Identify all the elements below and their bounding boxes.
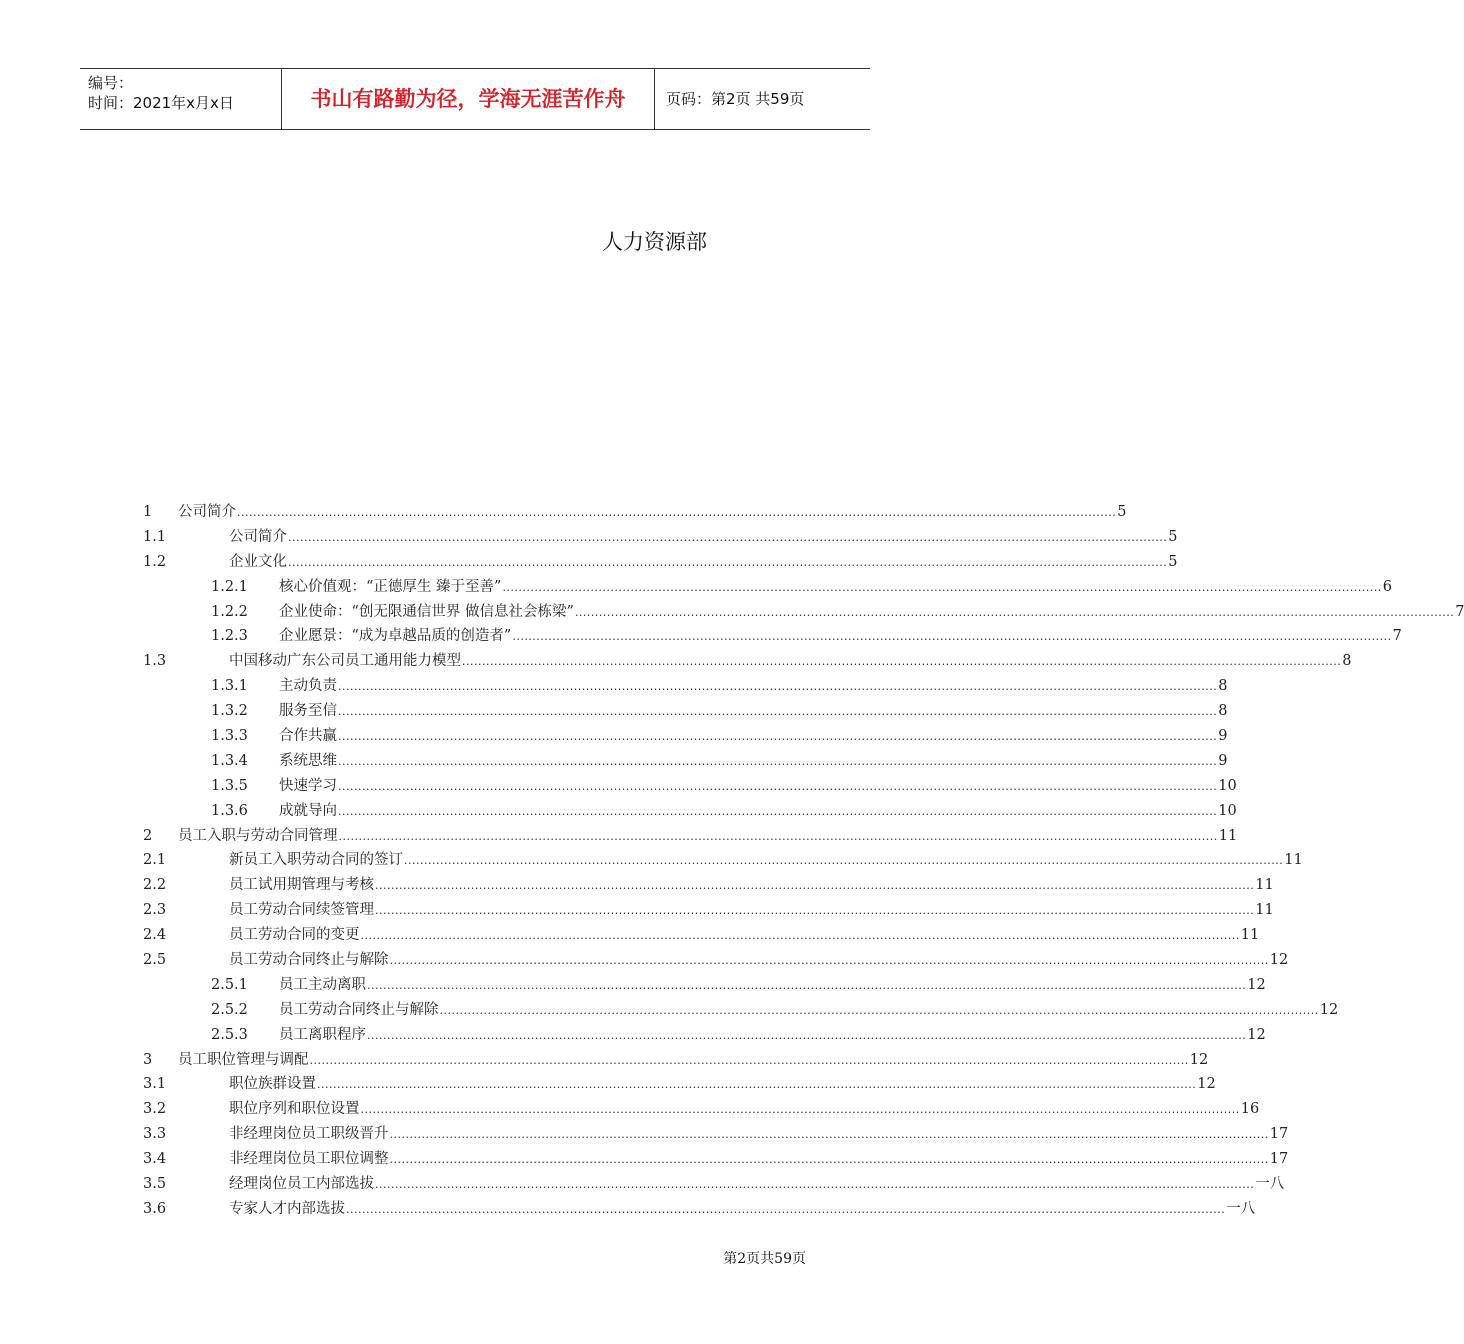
toc-entry[interactable]: [143, 1197, 1256, 1222]
toc-entry[interactable]: [143, 1072, 1216, 1097]
toc-entry-page: 12: [1189, 1051, 1209, 1068]
toc-entry[interactable]: [143, 848, 1303, 873]
toc-entry-body: [229, 550, 1178, 576]
toc-entry[interactable]: [143, 749, 1228, 774]
toc-entry-body: [229, 1172, 1285, 1198]
toc-entry-page: 11: [1284, 852, 1303, 869]
toc-entry-number: 3.3: [143, 1126, 167, 1143]
toc-entry-page: 11: [1255, 877, 1274, 894]
toc-entry[interactable]: [143, 600, 1464, 625]
toc-dot-leader: ............................................................................................................................................................................................................................: [288, 555, 1168, 569]
toc-entry-page: 11: [1255, 902, 1274, 919]
toc-dot-leader: ............................................................................................................................................................................................................................: [288, 530, 1168, 544]
toc-entry-body: [279, 749, 1228, 775]
toc-entry-page: 10: [1218, 777, 1237, 794]
toc-entry-title: 合作共赢: [279, 728, 337, 745]
toc-entry-number: 1.3: [143, 653, 167, 670]
toc-entry[interactable]: [143, 898, 1274, 923]
toc-entry-number: 3.1: [143, 1076, 167, 1093]
toc-entry-body: [178, 824, 1238, 850]
toc-entry-body: [229, 1197, 1256, 1223]
toc-entry[interactable]: [143, 873, 1274, 898]
toc-entry-body: [279, 998, 1339, 1024]
toc-entry-body: [229, 1122, 1289, 1148]
toc-entry[interactable]: [143, 525, 1178, 550]
toc-entry-page: 5: [1117, 504, 1127, 520]
toc-entry-number: 3.6: [143, 1200, 167, 1217]
toc-entry-number: 3.4: [143, 1151, 167, 1168]
toc-entry-page: 10: [1218, 802, 1237, 819]
toc-entry-title: 经理岗位员工内部选拔: [229, 1176, 374, 1193]
toc-entry[interactable]: [143, 1048, 1209, 1073]
toc-entry-body: [178, 1048, 1209, 1074]
toc-dot-leader: ............................................................................................................................................................................................................................: [360, 929, 1240, 943]
department-title: 人力资源部: [602, 230, 707, 254]
toc-entry-page: 5: [1168, 553, 1178, 570]
toc-entry-page: 8: [1218, 678, 1228, 695]
page-header: [80, 68, 870, 130]
toc-entry-number: 1.2.1: [211, 578, 248, 595]
toc-entry-title: 员工劳动合同的变更: [229, 927, 360, 944]
toc-entry-title: 企业文化: [229, 553, 287, 570]
toc-entry-number: 2: [143, 827, 153, 844]
toc-entry-body: [229, 948, 1289, 974]
toc-entry-title: 公司简介: [229, 528, 287, 545]
toc-entry-number: 3.2: [143, 1101, 167, 1118]
toc-entry[interactable]: [143, 1023, 1266, 1048]
toc-entry-title: 企业愿景：“成为卓越品质的创造者”: [279, 628, 512, 645]
toc-entry[interactable]: [143, 500, 1127, 525]
toc-entry-body: [279, 624, 1402, 650]
toc-entry-title: 系统思维: [279, 752, 337, 769]
toc-entry-number: 2.5.2: [211, 1001, 248, 1018]
toc-entry-number: 1.2: [143, 553, 167, 570]
header-motto: 书山有路勤为径，学海无涯苦作舟: [310, 87, 626, 111]
toc-entry-page: 12: [1269, 952, 1289, 969]
toc-entry[interactable]: [143, 973, 1266, 998]
toc-dot-leader: ............................................................................................................................................................................................................................: [338, 754, 1218, 768]
toc-entry-page: 12: [1247, 976, 1266, 993]
toc-entry-title: 员工主动离职: [279, 976, 366, 993]
toc-entry-body: [279, 600, 1464, 626]
toc-entry-body: [279, 1023, 1266, 1049]
toc-entry-body: [229, 923, 1260, 949]
toc-entry-body: [279, 699, 1228, 725]
toc-entry[interactable]: [143, 998, 1339, 1023]
toc-entry-title: 职位族群设置: [229, 1076, 316, 1093]
toc-entry[interactable]: [143, 624, 1402, 649]
toc-entry-number: 2.5.3: [211, 1026, 248, 1043]
header-meta: [88, 73, 234, 113]
toc-entry-number: 1.3.1: [211, 678, 248, 695]
toc-entry-number: 1.3.4: [211, 752, 248, 769]
toc-entry[interactable]: [143, 923, 1260, 948]
toc-entry-page: 8: [1342, 653, 1352, 670]
toc-entry-body: [178, 500, 1127, 526]
toc-entry[interactable]: [143, 575, 1392, 600]
toc-entry-body: [229, 649, 1352, 675]
toc-entry-title: 企业使命：“创无限通信世界 做信息社会栋梁”: [279, 603, 574, 620]
toc-entry-page: 9: [1218, 728, 1228, 745]
toc-dot-leader: ............................................................................................................................................................................................................................: [338, 804, 1218, 818]
toc-dot-leader: ............................................................................................................................................................................................................................: [404, 854, 1284, 868]
toc-dot-leader: ............................................................................................................................................................................................................................: [367, 978, 1247, 992]
toc-entry[interactable]: [143, 1147, 1289, 1172]
toc-entry-title: 员工职位管理与调配: [178, 1051, 309, 1068]
toc-entry-body: [229, 1072, 1216, 1098]
toc-dot-leader: ............................................................................................................................................................................................................................: [338, 730, 1218, 744]
header-number-label: 编号：: [88, 74, 134, 92]
toc-entry-number: 1: [143, 504, 153, 520]
toc-entry[interactable]: [143, 799, 1237, 824]
toc-entry-title: 公司简介: [178, 504, 236, 520]
toc-entry[interactable]: [143, 674, 1228, 699]
table-of-contents: [143, 500, 1464, 1222]
toc-entry-page: 一八: [1255, 1176, 1285, 1193]
header-page-info: 页码：第2页 共59页: [666, 90, 805, 108]
toc-dot-leader: ............................................................................................................................................................................................................................: [317, 1078, 1197, 1092]
toc-entry-page: 7: [1455, 603, 1464, 620]
toc-entry[interactable]: [143, 724, 1228, 749]
toc-entry-body: [279, 774, 1237, 800]
toc-entry-title: 核心价值观：“正德厚生 臻于至善”: [279, 578, 502, 595]
toc-entry-page: 12: [1247, 1026, 1266, 1043]
toc-dot-leader: ............................................................................................................................................................................................................................: [574, 605, 1455, 619]
toc-entry-body: [229, 1147, 1289, 1173]
toc-entry[interactable]: [143, 550, 1178, 575]
toc-entry-number: 2.5.1: [211, 976, 248, 993]
toc-entry-page: 12: [1319, 1001, 1339, 1018]
toc-entry-title: 职位序列和职位设置: [229, 1101, 360, 1118]
toc-entry-page: 16: [1240, 1101, 1260, 1118]
toc-entry-page: 7: [1392, 628, 1402, 645]
toc-entry-title: 非经理岗位员工职位调整: [229, 1151, 389, 1168]
toc-entry-number: 2.1: [143, 852, 167, 869]
toc-entry-body: [279, 973, 1266, 999]
toc-entry-title: 员工入职与劳动合同管理: [178, 827, 338, 844]
toc-dot-leader: ............................................................................................................................................................................................................................: [439, 1003, 1319, 1017]
toc-entry-page: 一八: [1226, 1200, 1256, 1217]
header-divider: [654, 69, 655, 129]
toc-dot-leader: ............................................................................................................................................................................................................................: [338, 705, 1218, 719]
toc-entry[interactable]: [143, 1097, 1260, 1122]
toc-entry-number: 1.3.3: [211, 728, 248, 745]
toc-dot-leader: ............................................................................................................................................................................................................................: [338, 779, 1218, 793]
toc-entry-number: 2.4: [143, 927, 167, 944]
toc-entry-title: 快速学习: [279, 777, 337, 794]
toc-entry-title: 非经理岗位员工职级晋升: [229, 1126, 389, 1143]
toc-dot-leader: ............................................................................................................................................................................................................................: [346, 1202, 1226, 1216]
toc-dot-leader: ............................................................................................................................................................................................................................: [237, 506, 1117, 519]
toc-dot-leader: ............................................................................................................................................................................................................................: [375, 904, 1255, 918]
toc-dot-leader: ............................................................................................................................................................................................................................: [360, 1103, 1240, 1117]
toc-entry[interactable]: [143, 699, 1228, 724]
toc-dot-leader: ............................................................................................................................................................................................................................: [389, 954, 1269, 968]
toc-entry-page: 6: [1382, 578, 1392, 595]
toc-dot-leader: ............................................................................................................................................................................................................................: [462, 655, 1342, 669]
toc-entry-body: [279, 799, 1237, 825]
toc-entry-body: [279, 575, 1392, 601]
toc-dot-leader: ............................................................................................................................................................................................................................: [389, 1128, 1269, 1142]
toc-entry-title: 成就导向: [279, 802, 337, 819]
toc-dot-leader: ............................................................................................................................................................................................................................: [338, 829, 1218, 843]
toc-entry-number: 1.1: [143, 528, 167, 545]
toc-entry-body: [229, 848, 1303, 874]
toc-entry-title: 服务至信: [279, 703, 337, 720]
toc-entry-title: 员工离职程序: [279, 1026, 366, 1043]
toc-entry-body: [279, 674, 1228, 700]
toc-entry-page: 5: [1168, 528, 1178, 545]
toc-entry-title: 员工劳动合同终止与解除: [279, 1001, 439, 1018]
toc-entry-number: 1.3.6: [211, 802, 248, 819]
toc-entry-body: [229, 898, 1274, 924]
toc-dot-leader: ............................................................................................................................................................................................................................: [389, 1153, 1269, 1167]
toc-entry-number: 1.2.2: [211, 603, 248, 620]
toc-entry[interactable]: [143, 948, 1289, 973]
toc-entry[interactable]: [143, 824, 1238, 849]
toc-entry[interactable]: [143, 1122, 1289, 1147]
toc-entry-page: 9: [1218, 752, 1228, 769]
toc-entry-number: 3.5: [143, 1176, 167, 1193]
header-time-label: 时间：2021年x月x日: [88, 94, 234, 112]
toc-dot-leader: ............................................................................................................................................................................................................................: [309, 1053, 1189, 1067]
toc-entry-body: [229, 1097, 1260, 1123]
toc-entry-title: 主动负责: [279, 678, 337, 695]
toc-entry-page: 17: [1269, 1151, 1289, 1168]
toc-entry-title: 员工劳动合同续签管理: [229, 902, 374, 919]
toc-entry[interactable]: [143, 649, 1352, 674]
toc-entry-title: 员工试用期管理与考核: [229, 877, 374, 894]
toc-entry-number: 2.5: [143, 952, 167, 969]
toc-dot-leader: ............................................................................................................................................................................................................................: [375, 879, 1255, 893]
toc-entry-title: 专家人才内部选拔: [229, 1200, 345, 1217]
toc-entry-number: 2.3: [143, 902, 167, 919]
toc-dot-leader: ............................................................................................................................................................................................................................: [512, 630, 1392, 644]
toc-entry-page: 11: [1218, 827, 1238, 844]
toc-dot-leader: ............................................................................................................................................................................................................................: [367, 1028, 1247, 1042]
toc-dot-leader: ............................................................................................................................................................................................................................: [375, 1178, 1255, 1192]
toc-entry-title: 新员工入职劳动合同的签订: [229, 852, 403, 869]
toc-entry-number: 3: [143, 1051, 153, 1068]
toc-entry-number: 1.3.2: [211, 703, 248, 720]
toc-entry-body: [229, 873, 1274, 899]
toc-entry-title: 中国移动广东公司员工通用能力模型: [229, 653, 461, 670]
toc-entry-page: 17: [1269, 1126, 1289, 1143]
page-footer: 第2页共59页: [723, 1251, 806, 1267]
toc-entry-title: 员工劳动合同终止与解除: [229, 952, 389, 969]
toc-entry-number: 1.3.5: [211, 777, 248, 794]
toc-entry-page: 8: [1218, 703, 1228, 720]
toc-entry-body: [279, 724, 1228, 750]
toc-entry-number: 2.2: [143, 877, 167, 894]
toc-entry-body: [229, 525, 1178, 551]
toc-entry[interactable]: [143, 774, 1237, 799]
toc-dot-leader: ............................................................................................................................................................................................................................: [338, 680, 1218, 694]
toc-entry-page: 12: [1197, 1076, 1216, 1093]
toc-entry-page: 11: [1240, 927, 1260, 944]
toc-dot-leader: ............................................................................................................................................................................................................................: [502, 580, 1382, 594]
toc-entry-number: 1.2.3: [211, 628, 248, 645]
toc-entry[interactable]: [143, 1172, 1285, 1197]
